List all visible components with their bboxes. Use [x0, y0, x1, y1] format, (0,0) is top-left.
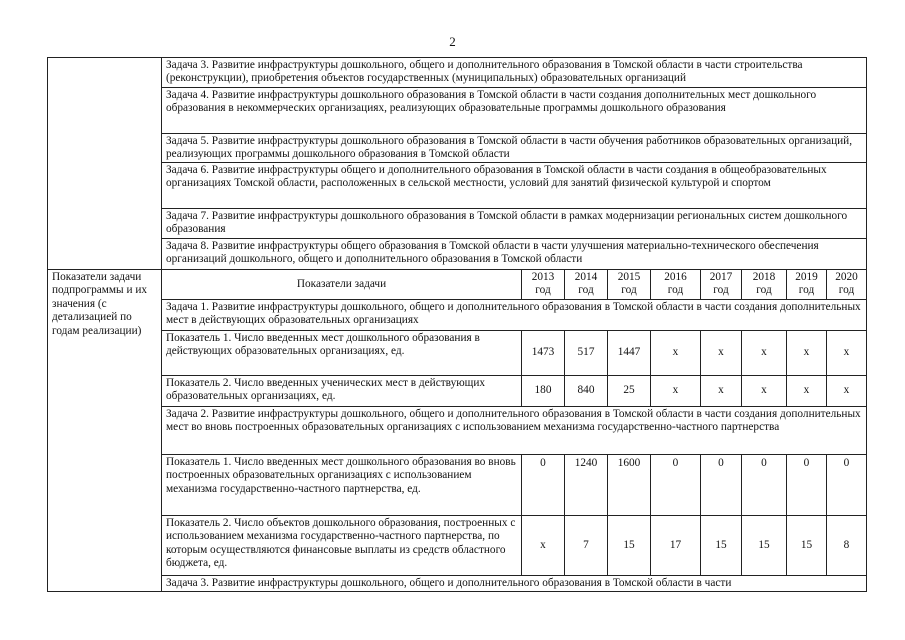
indicator-value: x: [522, 516, 565, 576]
page-number: 2: [449, 34, 456, 49]
task-text: Задача 3. Развитие инфраструктуры дошкольного, общего и дополнительного образования в Томской области в части строительства (реконструкции), приобретения объектов государственных (муниципальных) образовательных организаций: [162, 58, 867, 88]
indicator-value: 15: [608, 516, 651, 576]
task-text: Задача 8. Развитие инфраструктуры общего образования в Томской области в части улучшения материально-технического обеспечения организаций дошкольного, общего и дополнительного образования в Томской области: [162, 239, 867, 270]
indicator-value: x: [651, 376, 701, 407]
task-text: Задача 1. Развитие инфраструктуры дошкольного, общего и дополнительного образования в Томской области в части создания дополнительных мест в действующих образовательных организациях: [162, 300, 867, 331]
year-header: 2019 год: [787, 270, 827, 300]
table-row: [48, 239, 867, 270]
indicator-value: 15: [742, 516, 787, 576]
task-text: Задача 5. Развитие инфраструктуры дошкольного образования в Томской области в части обучения работников образовательных организаций, реализующих программы дошкольного образования в Томской области: [162, 134, 867, 163]
task-text: Задача 7. Развитие инфраструктуры дошкольного образования в Томской области в рамках модернизации региональных систем дошкольного образования: [162, 209, 867, 239]
task-text: Задача 2. Развитие инфраструктуры дошкольного, общего и дополнительного образования в Томской области в части создания дополнительных мест во вновь построенных образовательных организациях с использованием механизма государственно-частного партнерства: [162, 407, 867, 455]
indicator-value: 1447: [608, 331, 651, 376]
indicators-left-label: Показатели задачи подпрограммы и их значения (с детализацией по годам реализации): [48, 270, 162, 592]
indicator-value: 0: [827, 455, 867, 516]
indicator-label: Показатель 2. Число объектов дошкольного образования, построенных с использованием механизма государственно-частного партнерства, по которым осуществляются финансовые выплаты из средств областного бюджета, ед.: [162, 516, 522, 576]
indicator-value: x: [827, 376, 867, 407]
indicator-value: 517: [565, 331, 608, 376]
year-header: 2015 год: [608, 270, 651, 300]
task-text: Задача 6. Развитие инфраструктуры общего и дополнительного образования в Томской области в части создания в общеобразовательных организациях Томской области, расположенных в сельской местности, условий для занятий физической культурой и спортом: [162, 163, 867, 209]
indicator-label: Показатель 1. Число введенных мест дошкольного образования во вновь построенных образовательных организациях с использованием механизма государственно-частного партнерства, ед.: [162, 455, 522, 516]
indicator-value: 25: [608, 376, 651, 407]
table-row: [48, 58, 867, 88]
indicator-value: x: [827, 331, 867, 376]
indicator-value: x: [651, 331, 701, 376]
year-header: 2016 год: [651, 270, 701, 300]
indicator-value: 7: [565, 516, 608, 576]
indicator-value: 1240: [565, 455, 608, 516]
indicator-value: 0: [742, 455, 787, 516]
indicator-value: 17: [651, 516, 701, 576]
table-row: [48, 331, 867, 376]
indicator-value: x: [787, 331, 827, 376]
task-text: Задача 3. Развитие инфраструктуры дошкольного, общего и дополнительного образования в Томской области в части: [162, 576, 867, 592]
table-row: [48, 407, 867, 455]
indicator-value: x: [742, 376, 787, 407]
indicator-value: x: [701, 331, 742, 376]
indicator-value: x: [742, 331, 787, 376]
indicator-value: 0: [787, 455, 827, 516]
table-row: [48, 300, 867, 331]
indicator-value: x: [701, 376, 742, 407]
indicator-value: 1600: [608, 455, 651, 516]
subprogram-table: [47, 57, 867, 592]
indicator-value: 8: [827, 516, 867, 576]
year-header: 2014 год: [565, 270, 608, 300]
table-row: [48, 134, 867, 163]
table-row: [48, 88, 867, 134]
indicator-value: 15: [701, 516, 742, 576]
left-empty-cell: [48, 58, 162, 270]
table-row: [48, 376, 867, 407]
indicator-value: 180: [522, 376, 565, 407]
task-text: Задача 4. Развитие инфраструктуры дошкольного образования в Томской области в части создания дополнительных мест дошкольного образования в некоммерческих организациях, реализующих образовательные программы дошкольного образования: [162, 88, 867, 134]
year-header: 2020 год: [827, 270, 867, 300]
indicators-header: Показатели задачи: [162, 270, 522, 300]
indicator-value: 840: [565, 376, 608, 407]
indicator-value: 1473: [522, 331, 565, 376]
indicator-value: 0: [522, 455, 565, 516]
table-row: [48, 163, 867, 209]
year-header: 2013 год: [522, 270, 565, 300]
indicator-value: 15: [787, 516, 827, 576]
year-header: 2017 год: [701, 270, 742, 300]
indicator-value: 0: [701, 455, 742, 516]
table-row: [48, 576, 867, 592]
table-row: [48, 270, 867, 300]
table-row: [48, 455, 867, 516]
indicator-value: x: [787, 376, 827, 407]
indicator-label: Показатель 1. Число введенных мест дошкольного образования в действующих образовательных организациях, ед.: [162, 331, 522, 376]
indicator-value: 0: [651, 455, 701, 516]
table-row: [48, 209, 867, 239]
table-row: [48, 516, 867, 576]
indicator-label: Показатель 2. Число введенных ученических мест в действующих образовательных организациях, ед.: [162, 376, 522, 407]
year-header: 2018 год: [742, 270, 787, 300]
